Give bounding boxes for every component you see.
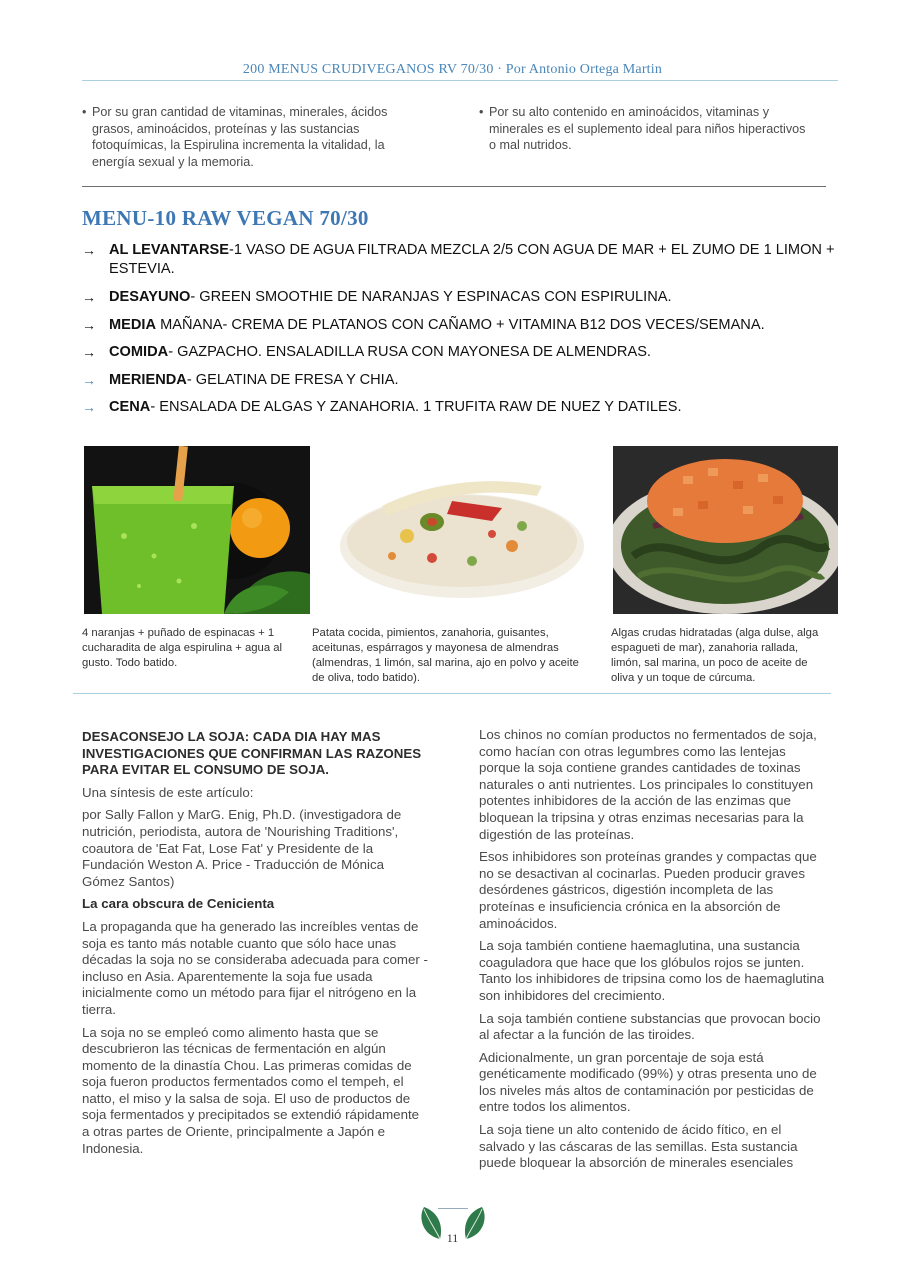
article-right-column: [479, 727, 827, 1178]
header-divider: [82, 80, 838, 81]
article-paragraph: La propaganda que ha generado las increíbles ventas de soja es tanto más notable cuanto que sólo hace unas décadas la soja no se consideraba adecuada para comer -incluso en Asia. Aparentemente la soja fue usada inicialmente como un método para fijar el nitrógeno en la tierra.: [82, 918, 428, 1017]
menu-item-comida: [82, 343, 842, 362]
article-paragraph: Una síntesis de este artículo:: [82, 784, 254, 800]
menu-item-text: - ENSALADA DE ALGAS Y ZANAHORIA. 1 TRUFITA RAW DE NUEZ Y DATILES.: [150, 399, 682, 415]
menu-item-merienda: [82, 371, 842, 390]
green-smoothie-photo: [84, 446, 310, 614]
menu-item-label: CENA: [109, 399, 151, 415]
article-paragraph: Esos inhibidores son proteínas grandes y compactas que no se desactivan al cocinarlas. Pueden producir graves desórdenes gástricos, digestión incompleta de las proteínas e insuficiencia crónica en la absorción de aminoácidos.: [479, 849, 817, 931]
menu-item-text: MAÑANA- CREMA DE PLATANOS CON CAÑAMO + VITAMINA B12 DOS VECES/SEMANA.: [156, 317, 765, 333]
menu-item-label: DESAYUNO: [109, 289, 191, 305]
menu-item-label: AL LEVANTARSE: [109, 242, 229, 258]
russian-salad-photo: [312, 446, 610, 614]
article-paragraph: Los chinos no comían productos no fermentados de soja, como hacían con otras legumbres como las lentejas porque la soja contiene grandes cantidades de toxinas naturales o anti nutrientes. Los principales lo constituyen potentes inhibidores de la acción de las enzimas que bloquean la tripsina y otras enzimas necesarias para la digestión de las proteínas.: [479, 727, 817, 842]
page-number: 11: [446, 1231, 459, 1245]
arrow-icon: →: [82, 317, 96, 333]
photo-caption: 4 naranjas + puñado de espinacas + 1 cucharadita de alga espirulina + agua al gusto. Todo batido.: [82, 627, 283, 669]
arrow-icon: →: [82, 242, 96, 258]
menu-item-desayuno: [82, 288, 842, 307]
menu-item-media: [82, 316, 842, 335]
photo-caption: Patata cocida, pimientos, zanahoria, guisantes, aceitunas, espárragos y mayonesa de almendras (almendras, 1 limón, sal marina, ajo en polvo y aceite de oliva, todo batido).: [312, 627, 579, 684]
article-paragraph: Adicionalmente, un gran porcentaje de soja está genéticamente modificado (99%) y otras presenta uno de los niveles más altos de contaminación por pesticidas de entre todos los alimentos.: [479, 1049, 817, 1115]
article-left-column: [82, 729, 428, 1163]
menu-item-text: - GAZPACHO. ENSALADILLA RUSA CON MAYONESA DE ALMENDRAS.: [168, 344, 651, 360]
photo-caption: Algas crudas hidratadas (alga dulse, alga espagueti de mar), zanahoria rallada, limón, sal marina, un poco de aceite de oliva y un toque de cúrcuma.: [611, 627, 819, 684]
arrow-icon: →: [82, 372, 96, 388]
menu-item-label: COMIDA: [109, 344, 169, 360]
article-paragraph: La soja también contiene haemaglutina, una sustancia coaguladora que hace que los glóbulos rojos se junten. Tanto los inhibidores de tripsina como los de haemaglutina son inhibidores del crecimiento.: [479, 938, 825, 1003]
bullet-text: Por su alto contenido en aminoácidos, vitaminas y minerales es el suplemento ideal para niños hiperactivos o mal nutridos.: [489, 105, 806, 153]
seaweed-carrot-salad-photo: [613, 446, 838, 614]
bullet-item: [479, 104, 809, 154]
article-paragraph: por Sally Fallon y MarG. Enig, Ph.D. (investigadora de nutrición, periodista, autora de 'Nourishing Traditions', coautora de 'Eat Fat, Lose Fat' y Presidente de la Fundación Weston A. Price - Traducción de Mónica Gómez Santos): [82, 807, 402, 889]
section-divider: [73, 693, 831, 694]
menu-item-text: - GELATINA DE FRESA Y CHIA.: [186, 372, 399, 388]
menu-item-text: -1 VASO DE AGUA FILTRADA MEZCLA 2/5 CON AGUA DE MAR + EL ZUMO DE 1 LIMON + ESTEVIA.: [109, 242, 835, 277]
arrow-icon: →: [82, 344, 96, 360]
section-divider: [82, 186, 826, 187]
menu-item-text: - GREEN SMOOTHIE DE NARANJAS Y ESPINACAS CON ESPIRULINA.: [190, 289, 672, 305]
menu-item-label: MERIENDA: [109, 372, 187, 388]
menu-item-label: MEDIA: [109, 317, 157, 333]
bullet-mark: •: [82, 105, 87, 119]
article-paragraph: La soja tiene un alto contenido de ácido fítico, en el salvado y las cáscaras de las semillas. Esta sustancia puede bloquear la absorción de minerales esenciales: [479, 1122, 798, 1171]
article-paragraph: La soja no se empleó como alimento hasta que se descubrieron las técnicas de fermentación en algún momento de la dinastía Chou. Las primeras comidas de soja fueron productos fermentados como el tempeh, el natto, el miso y la salsa de soja. El uso de productos de soja fermentados y precipitados se extendió rápidamente a otras partes de Oriente, principalmente a Japón e Indonesia.: [82, 1024, 420, 1156]
menu-title: MENU-10 RAW VEGAN 70/30: [82, 206, 369, 230]
menu-item-cena: [82, 398, 842, 417]
article-subheading: La cara obscura de Cenicienta: [82, 896, 275, 912]
article-paragraph: La soja también contiene substancias que provocan bocio al afectar a la función de las tiroides.: [479, 1010, 821, 1043]
menu-item-al-levantarse: [82, 241, 842, 279]
bullet-item: [82, 104, 422, 170]
running-header: 200 MENUS CRUDIVEGANOS RV 70/30 · Por Antonio Ortega Martin: [242, 62, 663, 77]
article-heading: DESACONSEJO LA SOJA: CADA DIA HAY MAS INVESTIGACIONES QUE CONFIRMAN LAS RAZONES PARA EVITAR EL CONSUMO DE SOJA.: [82, 729, 422, 778]
bullet-mark: •: [479, 105, 484, 119]
arrow-icon: →: [82, 399, 96, 415]
arrow-icon: →: [82, 289, 96, 305]
bullet-text: Por su gran cantidad de vitaminas, minerales, ácidos grasos, aminoácidos, proteínas y las sustancias fotoquímicas, la Espirulina incrementa la vitalidad, la energía sexual y la memoria.: [92, 105, 388, 169]
